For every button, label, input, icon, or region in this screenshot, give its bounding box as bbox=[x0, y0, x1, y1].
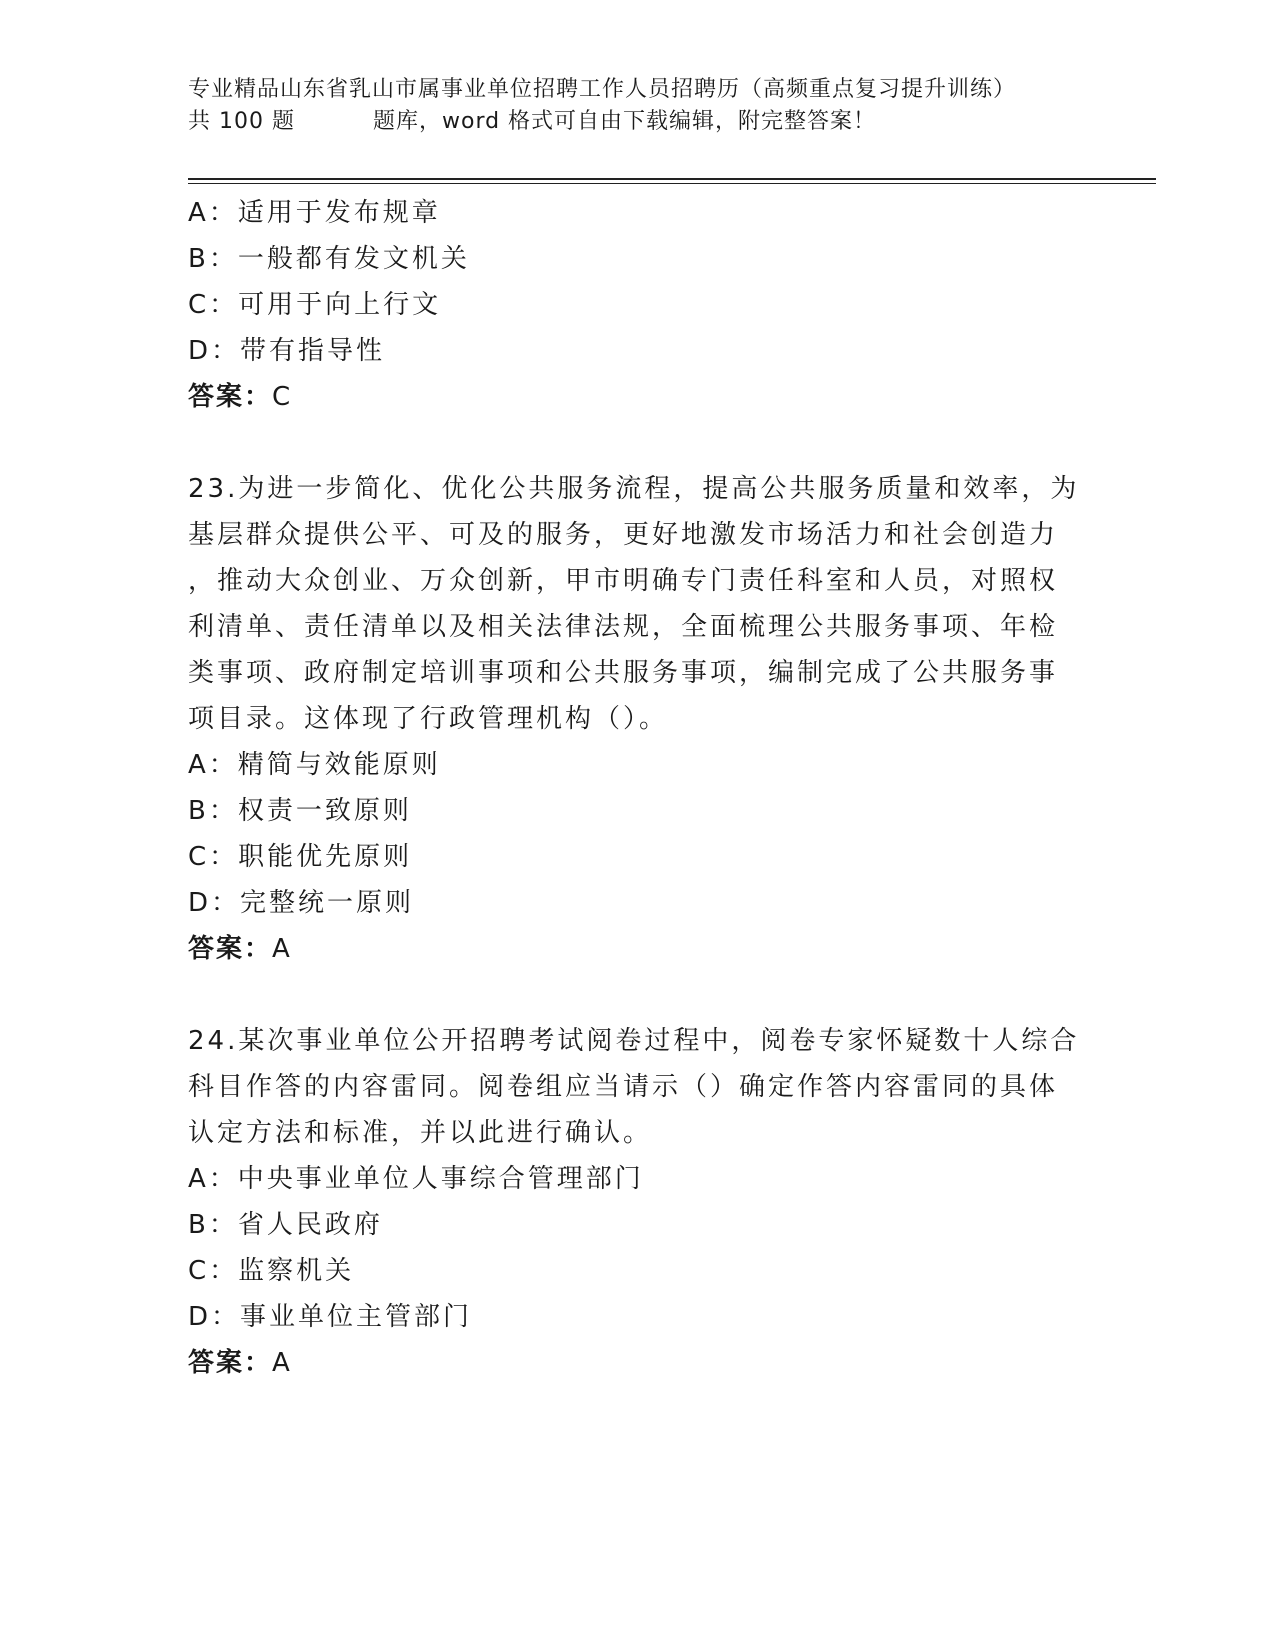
option-a: A：精简与效能原则 bbox=[188, 750, 441, 780]
option-d: D：带有指导性 bbox=[188, 336, 386, 366]
option-b: B：一般都有发文机关 bbox=[188, 244, 470, 274]
option-c: C：职能优先原则 bbox=[188, 842, 413, 872]
question-23-block bbox=[188, 466, 1088, 972]
answer-value: A bbox=[272, 1348, 292, 1378]
header-subtitle-line bbox=[188, 106, 1088, 138]
header-divider-thick bbox=[188, 178, 1156, 180]
header-description: 题库，word 格式可自由下载编辑，附完整答案！ bbox=[372, 109, 877, 134]
option-a: A：适用于发布规章 bbox=[188, 198, 441, 228]
option-d: D：完整统一原则 bbox=[188, 888, 415, 918]
header-divider-thin bbox=[188, 183, 1156, 184]
option-b: B：省人民政府 bbox=[188, 1210, 383, 1240]
document-header bbox=[188, 74, 1088, 138]
option-c: C：可用于向上行文 bbox=[188, 290, 442, 320]
question-content bbox=[188, 190, 1088, 1386]
answer-value: A bbox=[272, 934, 292, 964]
option-c: C：监察机关 bbox=[188, 1256, 355, 1286]
question-24-block bbox=[188, 1018, 1088, 1386]
answer-line bbox=[188, 926, 1088, 972]
answer-value: C bbox=[272, 382, 293, 412]
header-title-line: 专业精品山东省乳山市属事业单位招聘工作人员招聘历（高频重点复习提升训练） bbox=[188, 77, 1017, 102]
option-d: D：事业单位主管部门 bbox=[188, 1302, 473, 1332]
question-22-block bbox=[188, 190, 1088, 420]
option-a: A：中央事业单位人事综合管理部门 bbox=[188, 1164, 644, 1194]
answer-label: 答案： bbox=[188, 382, 273, 412]
question-stem: 23.为进一步简化、优化公共服务流程，提高公共服务质量和效率，为 基层群众提供公平、可及的服务，更好地激发市场活力和社会创造力 ，推动大众创业、万众创新，甲市明确专门责任科室和人员，对照权 利清单、责任清单以及相关法律法规，全面梳理公共服务事项、年检 类事项、政府制定培训事项和公共服务事项，编制完成了公共服务事 项目录。这体现了行政管理机构（）。 bbox=[188, 474, 1080, 734]
answer-label: 答案： bbox=[188, 934, 273, 964]
question-stem: 24.某次事业单位公开招聘考试阅卷过程中，阅卷专家怀疑数十人综合 科目作答的内容雷同。阅卷组应当请示（）确定作答内容雷同的具体 认定方法和标准，并以此进行确认。 bbox=[188, 1026, 1080, 1148]
option-b: B：权责一致原则 bbox=[188, 796, 412, 826]
answer-line bbox=[188, 1340, 1088, 1386]
header-question-count: 共 100 题 bbox=[188, 109, 295, 134]
answer-label: 答案： bbox=[188, 1348, 273, 1378]
answer-line bbox=[188, 374, 1088, 420]
